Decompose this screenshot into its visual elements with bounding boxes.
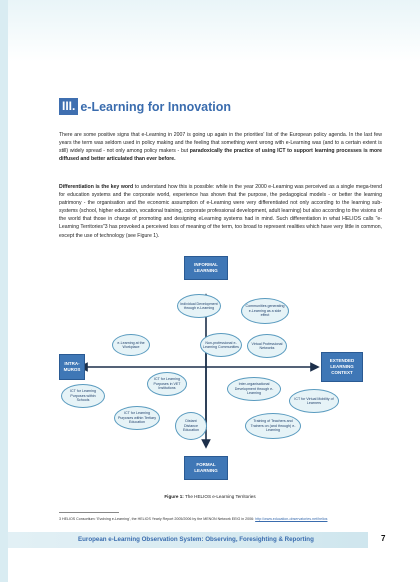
axis-box-extended-learning-context: EXTENDED LEARNING CONTEXT (321, 352, 363, 382)
figure-caption-label: Figure 1: (164, 494, 184, 499)
footnote-text: 3 HELIOS Consortium: 'Evolving e-Learning', the HELIOS Yearly Report 2005/2006 by the MENON Network EEIG in 2006: (59, 517, 256, 521)
figure-caption (0, 494, 420, 499)
axis-box-informal-learning: INFORMAL LEARNING (184, 256, 228, 280)
footnote (59, 517, 327, 521)
footnote-divider (59, 512, 119, 513)
territory-communities-side-effect: Communities generating e-Learning as a side effect (241, 298, 289, 324)
footnote-link[interactable]: http://www.education-observatories.net/helios (255, 517, 328, 521)
paragraph-2-bold-lead: Differentiation is the key word (59, 184, 134, 190)
territory-vet-institutions: ICT for Learning Purposes in VET Institutions (147, 372, 187, 396)
footer-text: European e-Learning Observation System: Observing, Foresighting & Reporting (78, 536, 314, 543)
territory-virtual-mobility: ICT for Virtual Mobility of Learners (289, 389, 339, 413)
section-title: e-Learning for Innovation (80, 99, 232, 114)
page-number: 7 (381, 534, 386, 543)
section-number: III. (59, 98, 78, 115)
section-heading (59, 98, 231, 115)
figure-caption-text: The HELIOS e-Learning Territories (183, 494, 256, 499)
axis-box-formal-learning: FORMAL LEARNING (184, 456, 228, 480)
paragraph-2-text: to understand how this is possible: while in the year 2000 e-Learning was perceived as a single mega-trend for education systems and the corporate world, experience has shown that the purpose, the pedagogical models - or better the learning patrimony - the organisation and the economic assumption of e-Learning were very differentiated not only according to the learning sub-systems (school, higher education, vocational training, corporate professional development, adult learning) but also according to the visions of the world that those in charge of promoting and designing eLearning systems had in mind. Such differentiation in what HELIOS calls "e-Learning Territories"3 has provoked a perceived loss of meaning of the term, too broad to represent realities which have very little in common, except the use of technology (see Figure 1). (59, 184, 382, 239)
elearning-territories-diagram (59, 250, 381, 490)
territory-non-professional-communities: Non-professional e-Learning Communities (200, 333, 242, 357)
paragraph-2 (59, 183, 382, 240)
territory-inter-organisational: Inter-organisational Development through e-Learning (227, 377, 281, 401)
territory-distance-education: Distant Distance Education (175, 412, 207, 440)
paragraph-1-bold: paradoxically the practice of using ICT to support learning processes is more diffused and better articulated than ever before. (59, 148, 382, 163)
paragraph-1 (59, 131, 382, 163)
territory-schools: ICT for Learning Purposes within Schools (61, 384, 105, 408)
territory-workplace: e-Learning at the Workplace (112, 334, 150, 356)
top-gradient (8, 0, 420, 62)
territory-tertiary-education: ICT for Learning Purposes within Tertiary Education (114, 406, 160, 430)
territory-virtual-professional-networks: Virtual Professional Networks (247, 334, 287, 358)
territory-training-teachers: Training of Teachers and Trainers on (and through) e-Learning (245, 413, 301, 439)
axis-box-intra-muros: INTRA-MUROS (59, 354, 85, 380)
paragraph-1-text: There are some positive signs that e-Learning in 2007 is going up again in the priorities' list of the European policy agenda. In the last few years the term was seldom used in policy making and the feeling that something went wrong with e-Learning was (and to a certain extent is still) widely spread - not only among policy makers - but (59, 132, 382, 155)
territory-individual-development: Individual Development through e-Learning (177, 294, 221, 318)
